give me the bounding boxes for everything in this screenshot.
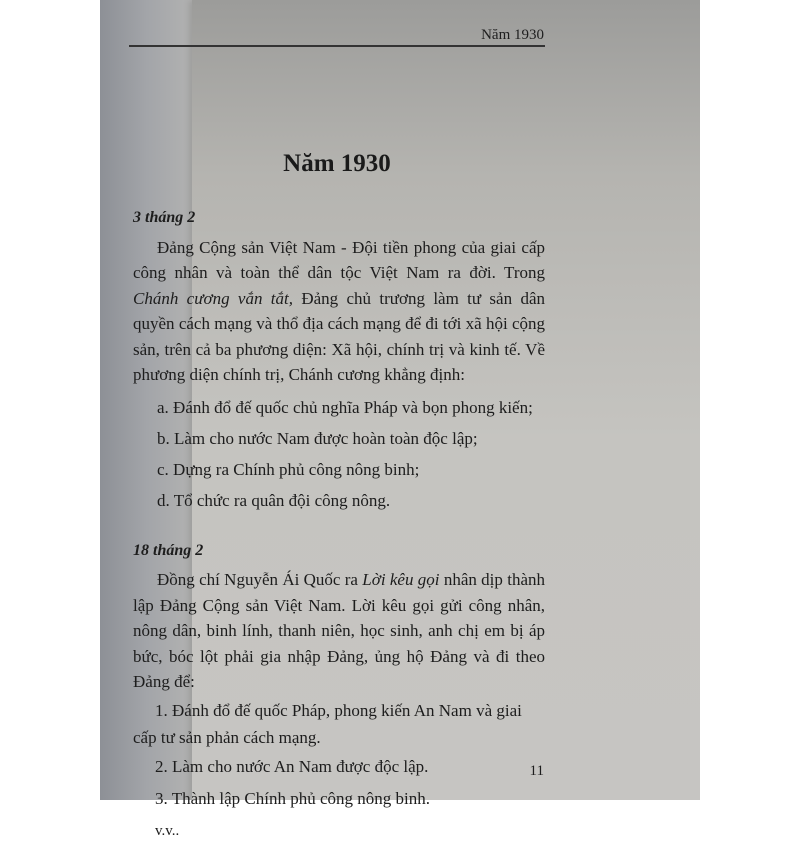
entry-date: 18 tháng 2	[133, 538, 545, 564]
goals-list	[133, 697, 545, 815]
platform-list	[133, 392, 545, 516]
list-item: c. Dựng ra Chính phủ công nông binh;	[133, 454, 545, 485]
paragraph-text: Đồng chí Nguyễn Ái Quốc ra	[157, 570, 362, 589]
list-item: 3. Thành lập Chính phủ công nông binh.	[133, 783, 545, 815]
running-head: Năm 1930	[130, 27, 544, 44]
page-number: 11	[130, 763, 544, 780]
paragraph-text: nhân dịp thành lập Đảng Cộng sản Việt Nam. Lời kêu gọi gửi công nhân, nông dân, binh lính, thanh niên, học sinh, anh chị em bị áp bức, bóc lột phải gia nhập Đảng, ủng hộ Đảng và đi theo Đảng để:	[133, 570, 545, 691]
header-rule	[129, 45, 545, 47]
document-title-italic: Lời kêu gọi	[362, 570, 439, 589]
document-title-italic: Chánh cương vắn tắt,	[133, 289, 293, 308]
list-item: 1. Đánh đổ đế quốc Pháp, phong kiến An Nam và giai cấp tư sản phản cách mạng.	[133, 697, 545, 751]
list-item: d. Tổ chức ra quân đội công nông.	[133, 485, 545, 516]
entry-paragraph	[133, 235, 545, 388]
paragraph-text: Đảng Cộng sản Việt Nam - Đội tiền phong của giai cấp công nhân và toàn thể dân tộc Việt Nam ra đời. Trong	[133, 238, 545, 283]
paragraph-text: Đảng chủ trương làm tư sản dân quyền cách mạng và thổ địa cách mạng để đi tới xã hội cộng sản, trên cả ba phương diện: Xã hội, chính trị và kinh tế. Về phương diện chính trị, Chánh cương khẳng định:	[133, 289, 545, 385]
etcetera: v.v..	[133, 819, 545, 844]
list-item: b. Làm cho nước Nam được hoàn toàn độc lập;	[133, 423, 545, 454]
page-content	[133, 205, 545, 844]
list-item: a. Đánh đổ đế quốc chủ nghĩa Pháp và bọn phong kiến;	[133, 392, 545, 423]
entry-paragraph	[133, 567, 545, 695]
entry-date: 3 tháng 2	[133, 205, 545, 231]
chapter-title: Năm 1930	[130, 150, 544, 178]
list-item: 2. Làm cho nước An Nam được độc lập.	[133, 751, 545, 783]
section-gap	[133, 516, 545, 538]
